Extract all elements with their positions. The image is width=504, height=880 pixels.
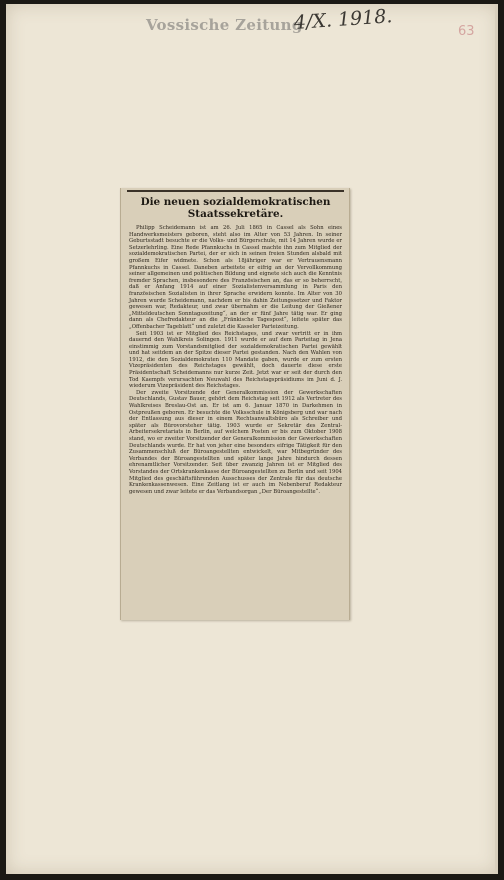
article-title (129, 196, 342, 220)
article-paragraph-2: Seit 1903 ist er Mitglied des Reichstages, und zwar vertritt er in ihm dauernd den Wahlkreis Solingen. 1911 wurde er auf dem Parteitag in Jena einstimmig zum Vorstandsmitglied der sozialdemokratischen Partei gewählt und hat seitdem an der Spitze dieser Partei gestanden. Nach den Wahlen von 1912, die den Sozialdemokraten 110 Mandate gaben, wurde er zum ersten Vizepräsidenten des Reichstages gewählt, doch dauerte diese erste Präsidentschaft Scheidemanns nur kurze Zeit. Jetzt war er seit der durch den Tod Kaempfs verursachten Neuwahl des Reichstagspräsidiums im Juni d. J. wiederum Vizepräsident des Reichstages. (129, 330, 342, 390)
handwritten-date: 4/X. 1918. (293, 5, 394, 34)
newspaper-clipping (120, 188, 350, 620)
article-paragraph-1: Philipp Scheidemann ist am 26. Juli 1865 in Cassel als Sohn eines Handwerksmeisters geboren, steht also im Alter von 53 Jahren. In seiner Geburtsstadt besuchte er die Volks- und Bürgerschule, mit 14 Jahren wurde er Setzerlehrling. Eine Rede Pfannkuchs in Cassel machte ihn zum Mitglied der sozialdemokratischen Partei, der er sich in seinen freien Stunden alsbald mit großem Eifer widmete. Schon als 18jähriger war er Vertrauensmann Pfannkuchs in Cassel. Daneben arbeitete er eifrig an der Vervollkommung seiner allgemeinen und politischen Bildung und eignete sich auch die Kenntnis fremder Sprachen, insbesondere des Französischen an, das er so beherrscht, daß er Anfang 1914 auf einer Sozialistenversammlung in Paris den französischen Sozialisten in ihrer Sprache erwidern konnte. Im Alter von 30 Jahren wurde Scheidemann, nachdem er bis dahin Zeitungssetzer und Faktor gewesen war, Redakteur, und zwar übernahm er die Leitung der Gießener „Mitteldeutschen Sonntagszeitung“, an der er fünf Jahre tätig war. Er ging dann als Chefredakteur an die „Fränkische Tagespost“, leitete später das „Offenbacher Tageblatt“ und zuletzt die Kasseler Parteizeitung. (129, 225, 342, 330)
archive-number: 63 (458, 24, 475, 39)
article-title-line-1: Die neuen sozialdemokratischen (140, 196, 331, 208)
article-title-line-2: Staatssekretäre. (187, 208, 284, 220)
clipping-top-rule (127, 190, 344, 192)
sheet-edge (495, 4, 498, 874)
article-paragraph-3: Der zweite Vorsitzende der Generalkommission der Gewerkschaften Deutschlands, Gustav Bauer, gehört dem Reichstag seit 1912 als Vertreter des Wahlkreises Breslau-Ost an. Er ist am 6. Januar 1870 in Darkehmen in Ostpreußen geboren. Er besuchte die Volksschule in Königsberg und war nach der Entlassung aus dieser in einem Rechtsanwaltsbüro als Schreiber und später als Bürovorsteher tätig. 1903 wurde er Sekretär des Zentral-Arbeitersekretariats in Berlin, auf welchem Posten er bis zum Oktober 1908 stand, wo er zweiter Vorsitzender der Generalkommission der Gewerkschaften Deutschlands wurde. Er hat von jeher eine besonders eifrige Tätigkeit für den Zusammenschluß der Büroangestellten entwickelt, war Mitbegründer des Verbandes der Büroangestellten und später lange Jahre hindurch dessen ehrenamtlicher Vorsitzender. Seit über zwanzig Jahren ist er Mitglied des Vorstandes der Ortskrankenkasse der Büroangestellten zu Berlin und seit 1904 Mitglied des geschäftsführenden Ausschusses der Zentrale für das deutsche Krankenkassenwesen. Eine Zeitlang ist er auch im Nebenberuf Redakteur gewesen und zwar leitete er das Verbandsorgan „Der Büroangestellte“. (129, 389, 342, 495)
newspaper-stamp: Vossische Zeitung (146, 16, 303, 34)
